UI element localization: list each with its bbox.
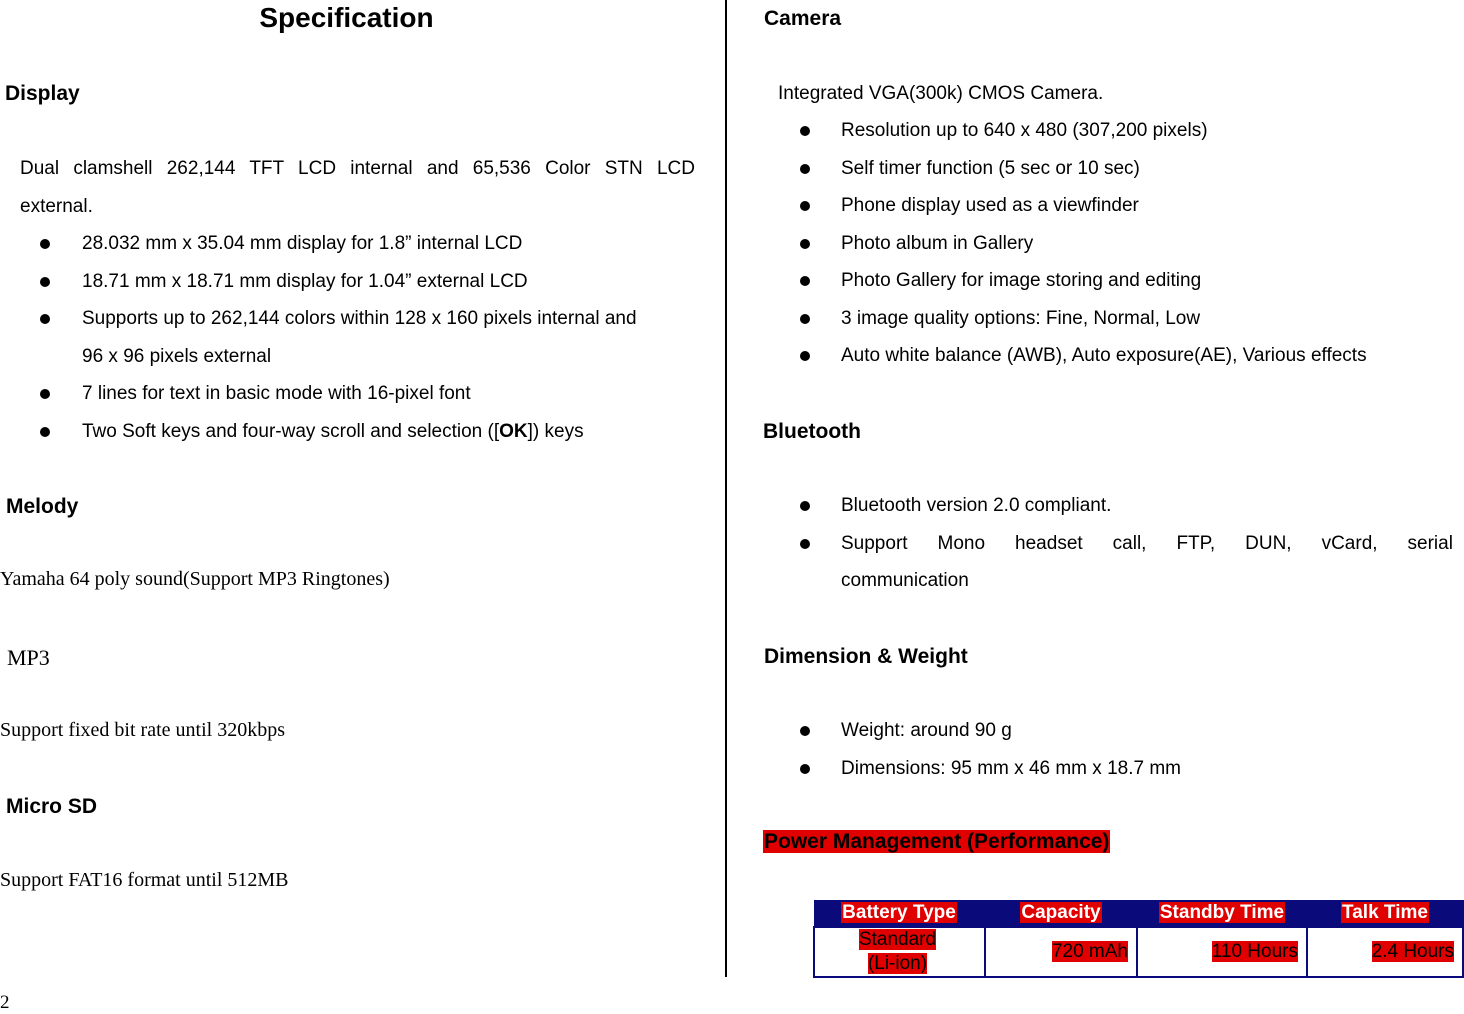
bullet-icon: [800, 314, 810, 324]
camera-bullet-list: [800, 112, 1464, 375]
melody-text: Yamaha 64 poly sound(Support MP3 Ringtones): [0, 568, 390, 590]
page-number: 2: [0, 992, 10, 1013]
list-item: Supports up to 262,144 colors within 128 x 160 pixels internal and: [40, 300, 700, 338]
bullet-icon: [800, 239, 810, 249]
display-intro-line1: Dual clamshell 262,144 TFT LCD internal and 65,536 Color STN LCD: [20, 158, 695, 179]
microsd-text: Support FAT16 format until 512MB: [0, 869, 289, 891]
standby-cell: 110 Hours: [1137, 927, 1307, 977]
list-item: Weight: around 90 g: [800, 712, 1453, 750]
display-intro-line2: external.: [20, 196, 93, 217]
bullet-icon: [800, 764, 810, 774]
bullet-icon: [800, 276, 810, 286]
list-item: Photo Gallery for image storing and editing: [800, 262, 1464, 300]
capacity-cell: 720 mAh: [985, 927, 1137, 977]
display-heading: Display: [5, 82, 80, 105]
table-row: [814, 927, 1463, 977]
dimension-bullet-list: [800, 712, 1453, 787]
list-item: Bluetooth version 2.0 compliant.: [800, 487, 1453, 525]
ok-key-label: OK: [499, 420, 528, 442]
power-header-talk: Talk Time: [1307, 900, 1463, 927]
list-item: 18.71 mm x 18.71 mm display for 1.04” external LCD: [40, 263, 700, 301]
list-item-continued: communication: [841, 570, 969, 591]
bullet-icon: [800, 164, 810, 174]
power-header-standby: Standby Time: [1137, 900, 1307, 927]
melody-heading: Melody: [6, 495, 79, 518]
bullet-icon: [40, 389, 50, 399]
list-item: 3 image quality options: Fine, Normal, Low: [800, 300, 1464, 338]
bullet-icon: [800, 126, 810, 136]
bullet-icon: [40, 427, 50, 437]
list-item: Resolution up to 640 x 480 (307,200 pixels): [800, 112, 1464, 150]
bullet-icon: [40, 239, 50, 249]
list-item: 7 lines for text in basic mode with 16-pixel font: [40, 375, 700, 413]
bullet-icon: [800, 351, 810, 361]
power-table: [813, 900, 1464, 978]
list-item: 28.032 mm x 35.04 mm display for 1.8” internal LCD: [40, 225, 700, 263]
list-item: Two Soft keys and four-way scroll and selection ([OK]) keys: [40, 413, 700, 451]
bullet-icon: [40, 314, 50, 324]
bluetooth-bullet-list: [800, 487, 1453, 600]
power-header-capacity: Capacity: [985, 900, 1137, 927]
dimension-heading: Dimension & Weight: [764, 645, 968, 668]
camera-intro: Integrated VGA(300k) CMOS Camera.: [778, 83, 1104, 104]
mp3-text: Support fixed bit rate until 320kbps: [0, 719, 285, 741]
camera-heading: Camera: [764, 7, 842, 30]
list-item: Self timer function (5 sec or 10 sec): [800, 150, 1464, 188]
bluetooth-heading: Bluetooth: [763, 420, 861, 443]
talk-cell: 2.4 Hours: [1307, 927, 1463, 977]
list-item: Photo album in Gallery: [800, 225, 1464, 263]
bullet-icon: [800, 201, 810, 211]
page-title: Specification: [259, 2, 434, 33]
column-divider: [725, 0, 727, 977]
bullet-icon: [800, 501, 810, 511]
list-item: [800, 525, 1453, 563]
microsd-heading: Micro SD: [6, 795, 98, 818]
bullet-icon: [800, 726, 810, 736]
battery-type-cell: Standard (Li-ion): [814, 927, 985, 977]
bullet-icon: [800, 539, 810, 549]
bullet-icon: [40, 277, 50, 287]
list-item-continued: 96 x 96 pixels external: [82, 345, 272, 367]
power-heading: Power Management (Performance): [764, 830, 1110, 853]
list-item: Phone display used as a viewfinder: [800, 187, 1464, 225]
list-item: Auto white balance (AWB), Auto exposure(AE), Various effects: [800, 337, 1464, 375]
mp3-heading: MP3: [7, 645, 50, 670]
list-item: Dimensions: 95 mm x 46 mm x 18.7 mm: [800, 750, 1453, 788]
power-header-battery: Battery Type: [814, 900, 985, 927]
bluetooth-support-line: Support Mono headset call, FTP, DUN, vCard, serial: [841, 532, 1453, 554]
display-bullet-list: [40, 225, 700, 450]
